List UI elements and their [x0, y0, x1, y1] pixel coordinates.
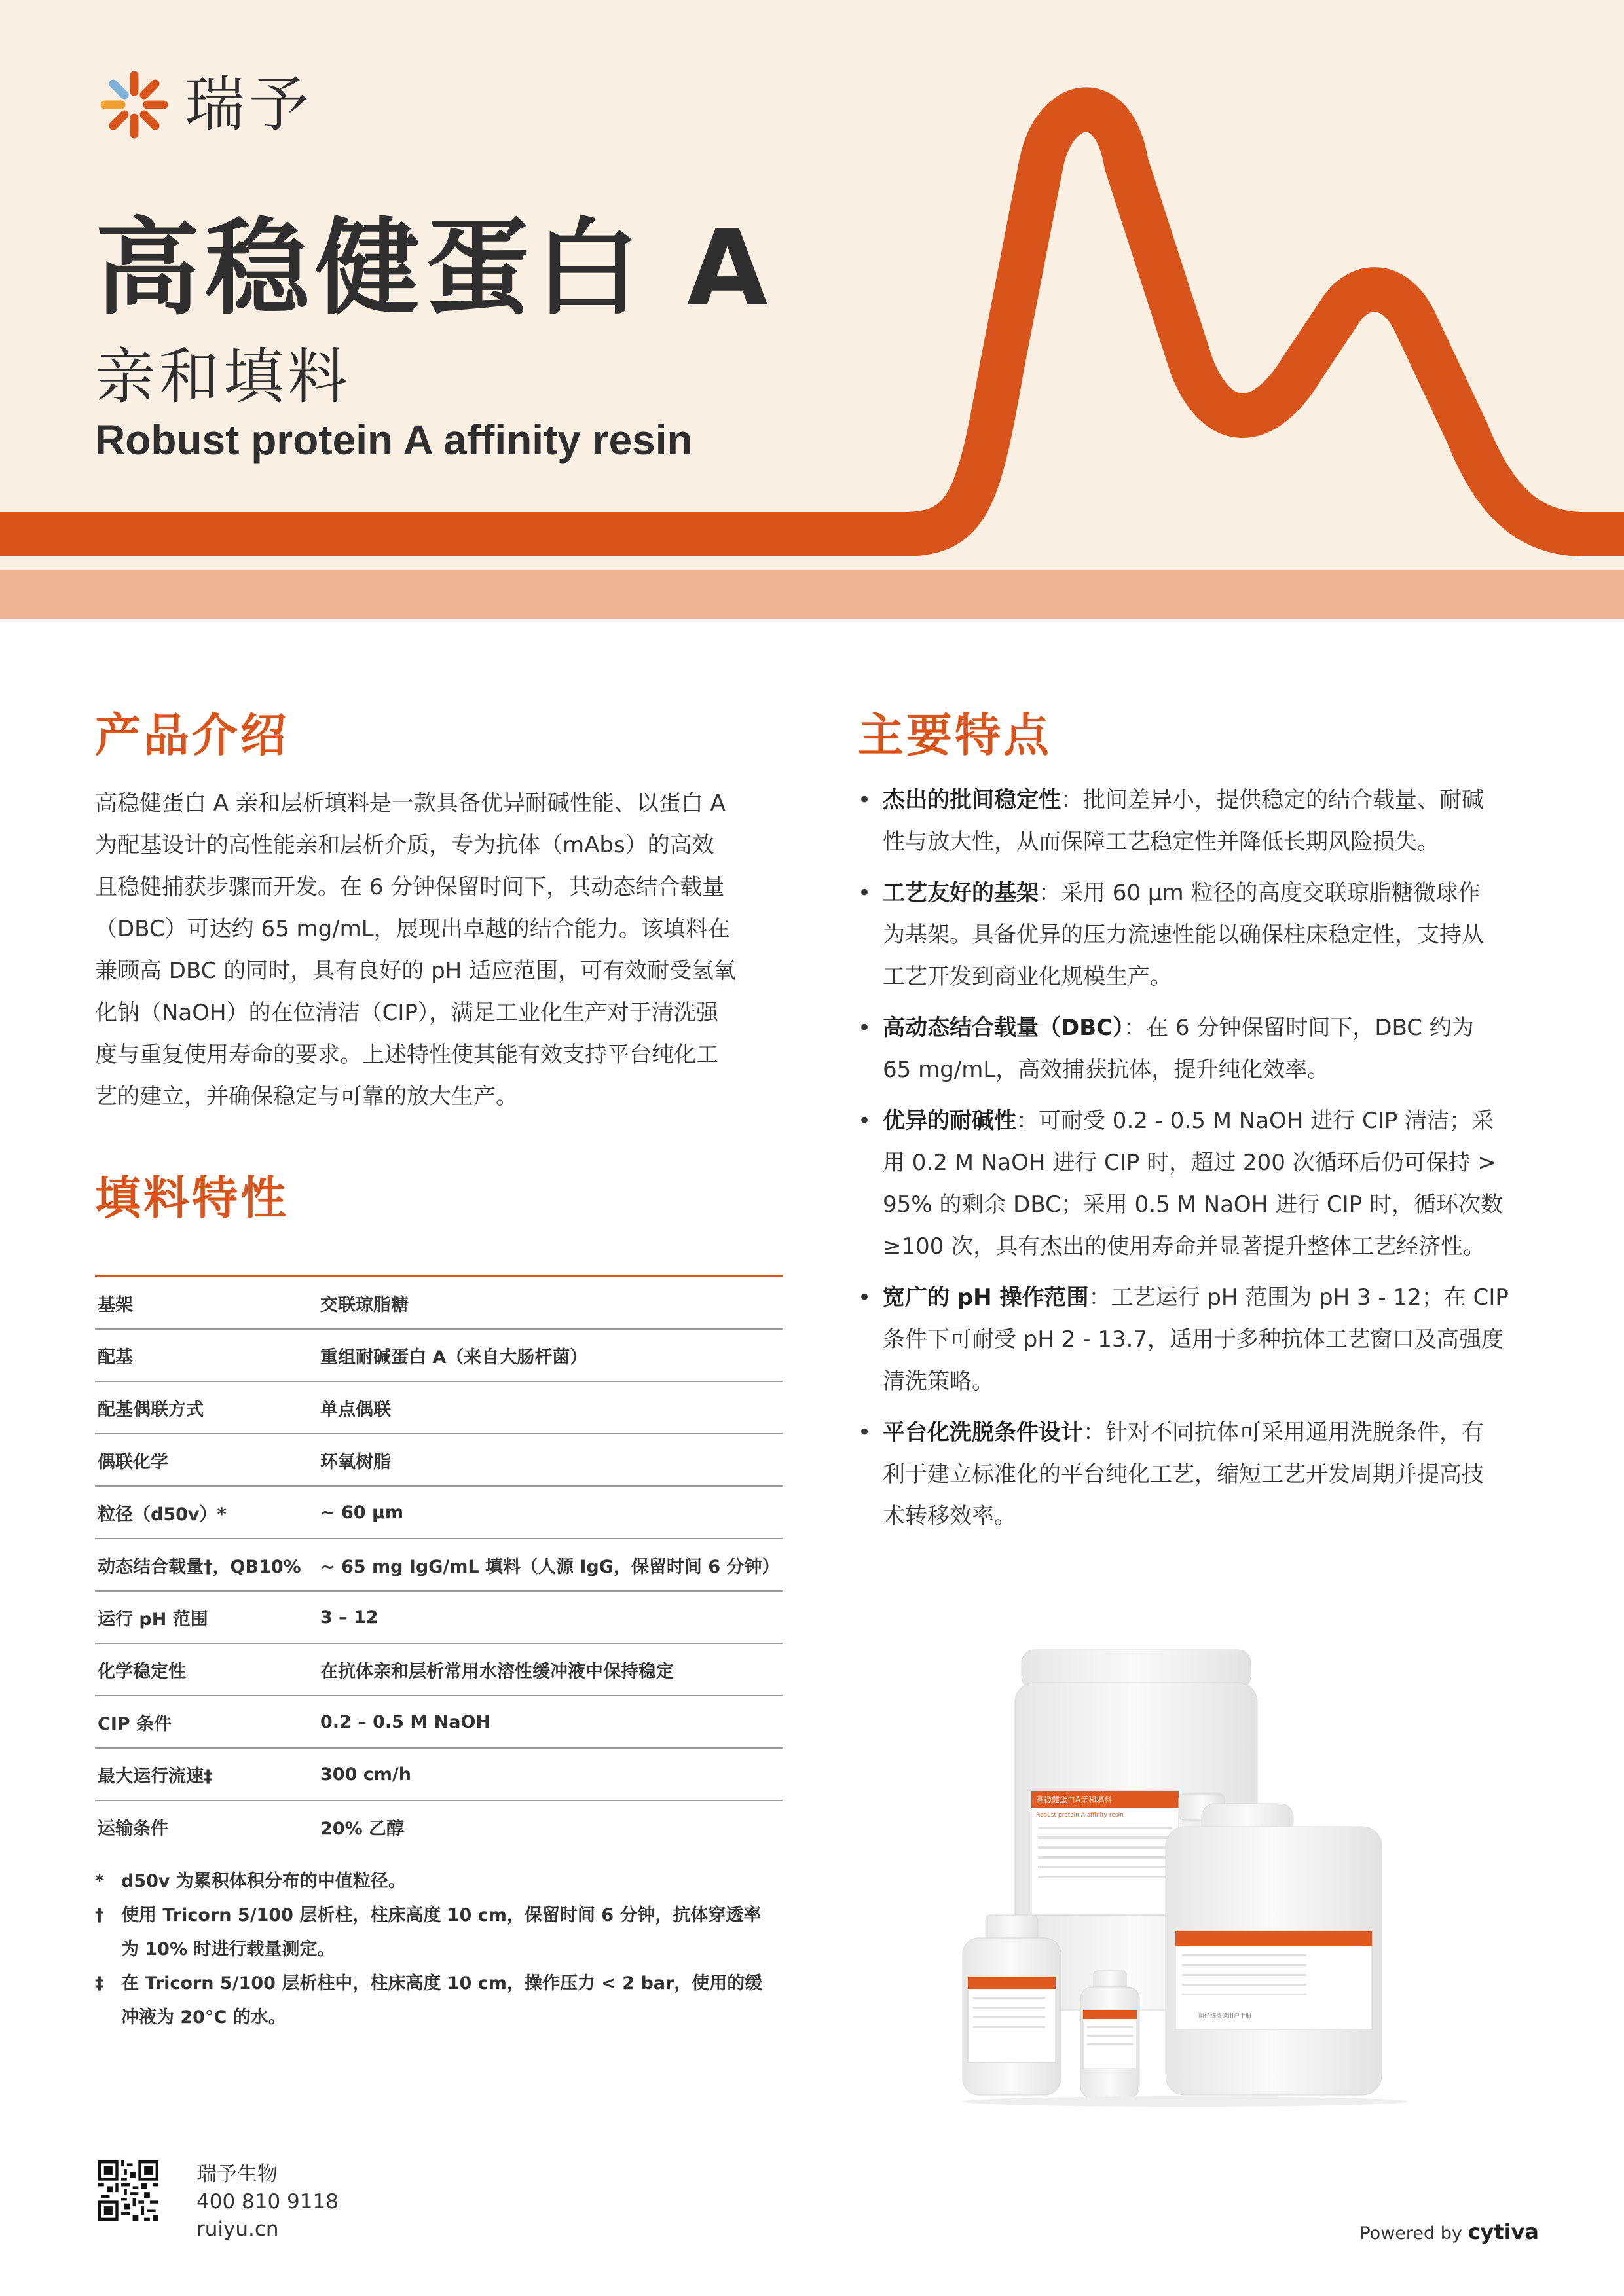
footnote: [95, 1967, 762, 2035]
footnote-symbol: *: [95, 1871, 105, 1891]
feature-text: ：采用 60 μm 粒径的高度交联琼脂糖微球作: [1039, 880, 1481, 906]
bullet-dot-icon: •: [858, 1419, 872, 1446]
feature-text: 性与放大性，从而保障工艺稳定性并降低长期风险损失。: [883, 829, 1439, 855]
property-value: 交联琼脂糖: [320, 1294, 409, 1315]
property-value: 3 – 12: [320, 1607, 378, 1628]
features-heading: 主要特点: [858, 708, 1052, 762]
partner-logo-text: cytiva: [1467, 2219, 1539, 2244]
intro-heading: 产品介绍: [95, 708, 289, 762]
feature-title: 杰出的批间稳定性: [883, 787, 1061, 813]
powered-by: [1359, 2219, 1539, 2244]
page-title: 高稳健蛋白 A: [95, 207, 773, 329]
intro-line: 化钠（NaOH）的在位清洁（CIP），满足工业化生产对于清洗强: [95, 1000, 718, 1026]
list-item: [857, 1412, 1544, 1537]
feature-text: ≥100 次，具有杰出的使用寿命并显著提升整体工艺经济性。: [883, 1233, 1486, 1260]
page-title-english: Robust protein A affinity resin: [95, 416, 693, 464]
brand-logo: [98, 69, 313, 141]
feature-title: 优异的耐碱性: [883, 1108, 1016, 1134]
product-bottles-image: [950, 1637, 1434, 2108]
property-value: 重组耐碱蛋白 A（来自大肠杆菌）: [320, 1347, 588, 1368]
list-item: [857, 872, 1544, 998]
footnote-symbol: ‡: [95, 1973, 104, 1994]
feature-text: 65 mg/mL，高效捕获抗体，提升纯化效率。: [883, 1057, 1330, 1083]
list-item: [857, 779, 1544, 863]
table-row: [95, 1696, 783, 1749]
table-row: [95, 1644, 783, 1696]
property-value: 0.2 – 0.5 M NaOH: [320, 1711, 490, 1732]
table-row: [95, 1277, 783, 1330]
property-value: 环氧树脂: [320, 1451, 391, 1472]
phone-number: 400 810 9118: [196, 2190, 339, 2214]
properties-table: [95, 1275, 783, 1852]
intro-line: 度与重复使用寿命的要求。上述特性使其能有效支持平台纯化工: [95, 1042, 718, 1068]
footnote: [95, 1865, 406, 1899]
bullet-dot-icon: •: [858, 1015, 872, 1041]
footnote-text: d50v 为累积体积分布的中值粒径。: [121, 1871, 406, 1891]
big-label-subtitle: Robust protein A affinity resin: [1036, 1812, 1124, 1819]
property-value: 20% 乙醇: [320, 1818, 405, 1839]
table-row: [95, 1382, 783, 1434]
intro-line: （DBC）可达约 65 mg/mL，展现出卓越的结合能力。该填料在: [95, 916, 730, 942]
property-key: 粒径（d50v）*: [98, 1504, 227, 1525]
property-key: 配基偶联方式: [98, 1399, 204, 1420]
features-list: [857, 779, 1544, 1546]
table-row: [95, 1434, 783, 1487]
table-row: [95, 1592, 783, 1644]
property-value: 单点偶联: [320, 1399, 391, 1420]
contact-info: [196, 2160, 339, 2243]
property-key: 运输条件: [98, 1818, 168, 1839]
intro-line: 高稳健蛋白 A 亲和层析填料是一款具备优异耐碱性能、以蛋白 A: [95, 790, 726, 816]
bullet-dot-icon: •: [858, 787, 872, 813]
property-value: 在抗体亲和层析常用水溶性缓冲液中保持稳定: [320, 1661, 674, 1682]
table-row: [95, 1749, 783, 1801]
property-value: 300 cm/h: [320, 1764, 411, 1785]
feature-text: ：可耐受 0.2 - 0.5 M NaOH 进行 CIP 清洁；采: [1016, 1108, 1494, 1134]
qr-code-icon: [98, 2160, 158, 2221]
list-item: [857, 1277, 1544, 1402]
feature-title: 平台化洗脱条件设计: [883, 1419, 1083, 1446]
bottle-label-note: 请仔细阅读用户手册: [1198, 2013, 1252, 2020]
property-key: 化学稳定性: [98, 1661, 186, 1682]
powered-by-prefix: Powered by: [1359, 2223, 1462, 2244]
footnote: [95, 1899, 761, 1967]
property-key: 偶联化学: [98, 1451, 168, 1472]
feature-text: ：批间差异小，提供稳定的结合载量、耐碱: [1061, 787, 1484, 813]
footnote-text: 冲液为 20°C 的水。: [121, 2007, 286, 2028]
property-key: CIP 条件: [98, 1713, 172, 1734]
intro-paragraph: [95, 782, 783, 1118]
logo-text: 瑞予: [185, 69, 314, 139]
table-row: [95, 1539, 783, 1592]
table-row: [95, 1801, 783, 1852]
feature-text: ：在 6 分钟保留时间下，DBC 约为: [1124, 1015, 1474, 1041]
property-key: 最大运行流速‡: [98, 1766, 213, 1787]
footnote-text: 为 10% 时进行载量测定。: [121, 1939, 335, 1959]
company-name: 瑞予生物: [196, 2162, 278, 2186]
feature-text: 用 0.2 M NaOH 进行 CIP 时，超过 200 次循环后仍可保持 >: [883, 1150, 1496, 1176]
property-key: 动态结合载量†，QB10%: [98, 1556, 301, 1577]
website-link[interactable]: ruiyu.cn: [196, 2217, 279, 2241]
table-row: [95, 1330, 783, 1382]
feature-text: ：工艺运行 pH 范围为 pH 3 - 12；在 CIP: [1088, 1285, 1509, 1311]
feature-title: 高动态结合载量（DBC）: [883, 1015, 1124, 1041]
footnote-symbol: †: [95, 1905, 104, 1925]
list-item: [857, 1007, 1544, 1091]
footnote-text: 在 Tricorn 5/100 层析柱中，柱床高度 10 cm，操作压力 < 2 bar，使用的缓: [121, 1973, 763, 1994]
feature-text: 清洗策略。: [883, 1368, 994, 1394]
feature-title: 宽广的 pH 操作范围: [883, 1285, 1089, 1311]
intro-line: 艺的建立，并确保稳定与可靠的放大生产。: [95, 1084, 518, 1110]
properties-heading: 填料特性: [95, 1171, 289, 1225]
intro-line: 兼顾高 DBC 的同时，具有良好的 pH 适应范围，可有效耐受氢氧: [95, 958, 737, 984]
bullet-dot-icon: •: [858, 1108, 872, 1134]
feature-text: 工艺开发到商业化规模生产。: [883, 964, 1172, 990]
property-value: ~ 60 μm: [320, 1502, 403, 1523]
feature-text: 利于建立标准化的平台纯化工艺，缩短工艺开发周期并提高技: [883, 1461, 1484, 1487]
feature-text: 条件下可耐受 pH 2 - 13.7，适用于多种抗体工艺窗口及高强度: [883, 1326, 1504, 1353]
feature-title: 工艺友好的基架: [883, 880, 1039, 906]
page-subtitle: 亲和填料: [95, 342, 352, 412]
table-row: [95, 1487, 783, 1539]
footnote-text: 使用 Tricorn 5/100 层析柱，柱床高度 10 cm，保留时间 6 分钟，抗体穿透率: [121, 1905, 762, 1925]
feature-text: 术转移效率。: [883, 1503, 1016, 1529]
feature-text: 为基架。具备优异的压力流速性能以确保柱床稳定性，支持从: [883, 922, 1484, 948]
hero-banner: [0, 0, 1624, 619]
big-label-title: 高稳健蛋白A亲和填料: [1036, 1795, 1113, 1804]
property-value: ~ 65 mg IgG/mL 填料（人源 IgG，保留时间 6 分钟）: [320, 1556, 780, 1577]
intro-line: 为配基设计的高性能亲和层析介质，专为抗体（mAbs）的高效: [95, 832, 714, 858]
bullet-dot-icon: •: [858, 1285, 872, 1311]
property-key: 基架: [98, 1294, 133, 1315]
feature-text: 95% 的剩余 DBC；采用 0.5 M NaOH 进行 CIP 时，循环次数: [883, 1192, 1503, 1218]
property-key: 配基: [98, 1347, 133, 1368]
list-item: [857, 1100, 1544, 1267]
feature-text: ：针对不同抗体可采用通用洗脱条件，有: [1083, 1419, 1484, 1446]
logo-icon: [98, 69, 170, 141]
intro-line: 且稳健捕获步骤而开发。在 6 分钟保留时间下，其动态结合载量: [95, 874, 725, 900]
bullet-dot-icon: •: [858, 880, 872, 906]
property-key: 运行 pH 范围: [98, 1609, 208, 1630]
